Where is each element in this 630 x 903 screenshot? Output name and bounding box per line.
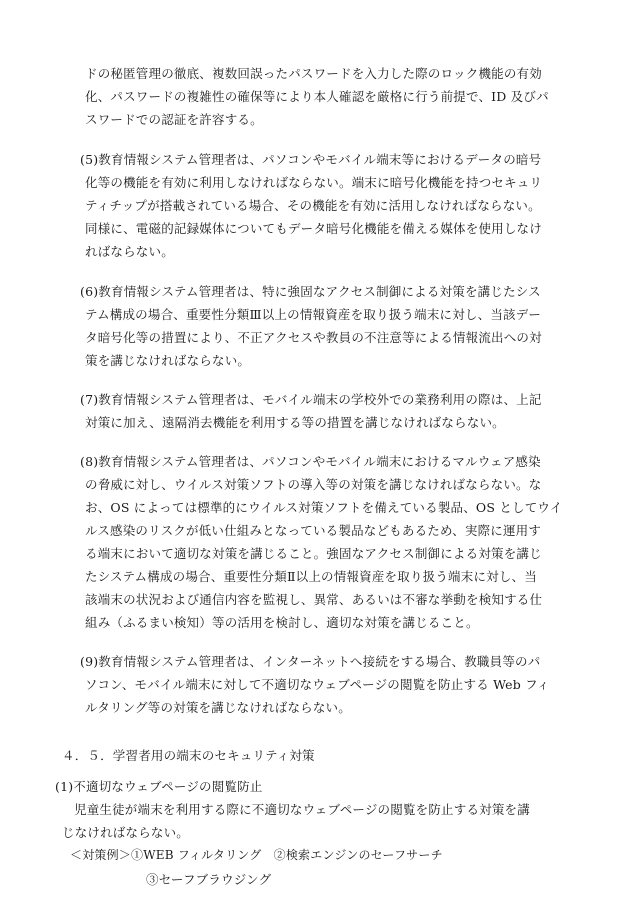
list-item-6: (6)教育情報システム管理者は、特に強固なアクセス制御による対策を講じたシス: [80, 284, 541, 299]
paragraph-line: ソコン、モバイル端末に対して不適切なウェブページの閲覧を防止する Web フィ: [85, 677, 550, 692]
list-item-8: (8)教育情報システム管理者は、パソコンやモバイル端末におけるマルウェア感染: [80, 454, 541, 469]
paragraph-line: じなければならない。: [62, 825, 190, 840]
paragraph-line: 該端末の状況および通信内容を監視し、異常、あるいは不審な挙動を検知する仕: [85, 592, 543, 607]
paragraph-line: る端末において適切な対策を講じること。強固なアクセス制御による対策を講じ: [85, 546, 542, 561]
paragraph-line: ルス感染のリスクが低い仕組みとなっている製品などもあるため、実際に運用す: [85, 523, 542, 538]
paragraph-line: たシステム構成の場合、重要性分類Ⅱ以上の情報資産を取り扱う端末に対し、当: [85, 569, 537, 584]
paragraph-line: 策を講じなければならない。: [85, 353, 251, 368]
paragraph-line: ルタリング等の対策を講じなければならない。: [85, 700, 351, 715]
paragraph-line: お、OS によっては標準的にウイルス対策ソフトを備えている製品、OS としてウイ: [85, 500, 563, 515]
paragraph-line: 化、パスワードの複雑性の確保等により本人確認を厳格に行う前提で、ID 及びパ: [85, 89, 549, 104]
section-heading: ４．５．学習者用の端末のセキュリティ対策: [62, 748, 315, 763]
list-item-7: (7)教育情報システム管理者は、モバイル端末の学校外での業務利用の際は、上記: [80, 392, 542, 407]
paragraph-line: 対策に加え、遠隔消去機能を利用する等の措置を講じなければならない。: [85, 415, 505, 430]
paragraph-line: 組み（ふるまい検知）等の活用を検討し、適切な対策を講じること。: [85, 615, 479, 630]
countermeasure-example-3: ③セーフブラウジング: [146, 872, 272, 887]
paragraph-line: タ暗号化等の措置により、不正アクセスや教員の不注意等による情報流出への対: [85, 330, 542, 345]
paragraph-line: スワードでの認証を許容する。: [85, 112, 263, 127]
countermeasure-examples: ＜対策例＞①WEB フィルタリング ②検索エンジンのセーフサーチ: [70, 848, 443, 862]
list-item-9: (9)教育情報システム管理者は、インターネットへ接続をする場合、教職員等のパ: [80, 654, 541, 669]
paragraph-line: ればならない。: [85, 244, 174, 259]
paragraph-line: 同様に、電磁的記録媒体についてもデータ暗号化機能を備える媒体を使用しなけ: [85, 221, 542, 236]
paragraph-line: 児童生徒が端末を利用する際に不適切なウェブページの閲覧を防止する対策を講: [74, 802, 530, 817]
paragraph-line: テム構成の場合、重要性分類Ⅲ以上の情報資産を取り扱う端末に対し、当該デー: [85, 307, 542, 322]
paragraph-line: ドの秘匿管理の徹底、複数回誤ったパスワードを入力した際のロック機能の有効: [85, 66, 542, 81]
subsection-heading: (1)不適切なウェブページの閲覧防止: [55, 779, 263, 794]
paragraph-line: の脅威に対し、ウイルス対策ソフトの導入等の対策を講じなければならない。な: [85, 477, 542, 492]
paragraph-line: 化等の機能を有効に利用しなければならない。端末に暗号化機能を持つセキュリ: [85, 175, 543, 190]
paragraph-line: ティチップが搭載されている場合、その機能を有効に活用しなければならない。: [85, 198, 541, 213]
list-item-5: (5)教育情報システム管理者は、パソコンやモバイル端末等におけるデータの暗号: [80, 152, 542, 167]
